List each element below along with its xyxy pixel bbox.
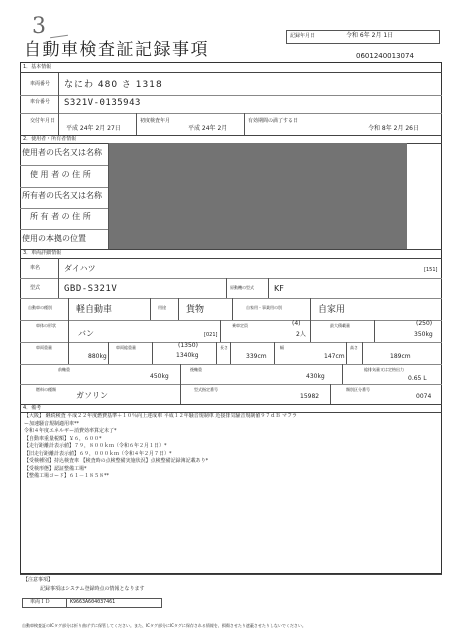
notes-text: 記録事項はシステム登録時点の情報となります [40,586,145,592]
notes-header: 【注意事項】 [23,577,54,583]
document-title: 自動車検査証記録事項 [24,40,209,60]
issue-date-value: 平成 24年 2月 27日 [66,125,121,132]
main-frame [20,62,442,574]
displacement-value: 0.65 L [408,375,427,382]
redacted-personal-info [109,143,407,249]
maker-code: [151] [424,267,438,273]
footer-note: 自動車検査証のICタグ部分は折り曲げずに保管してください。また、ICタグ部分にICタグに保存される情報を、損傷させたり遮蔽させたりしないでください。 [22,623,306,628]
remark-line: ー加速騒音規制適用車** [24,420,80,427]
issue-date-label: 交付年月日 [30,118,56,124]
gross-weight-label: 車両総重量 [116,345,136,350]
displacement-label: 総排気量又は定格出力 [364,367,404,372]
remark-line: 【受検種別】持込検査車 【検査時の点検整備実施状況】点検整備記録簿記載あり* [24,458,209,464]
handwritten-underline-mark [50,35,68,38]
body-shape-label: 車体の形状 [36,323,56,328]
model-value: GBD-S321V [64,284,118,294]
remark-line: 【走行距離計表示値】７９，８００ｋｍ（令和６年２月１日）* [24,443,167,449]
rear-axle-value: 430kg [306,373,325,380]
owner-row-base-location: 使用の本拠の位置 [22,234,86,243]
engine-model-label: 原動機の型式 [230,285,254,290]
owner-row-user-name: 使用者の氏名又は名称 [22,148,102,157]
private-business-label: 自家用・事業用の別 [246,305,282,310]
capacity-value: 2人 [296,331,306,338]
capacity-label: 乗車定員 [232,323,248,328]
record-date-value: 令和 6年 2月 1日 [346,32,394,39]
owner-row-owner-address: 所 有 者 の 住 所 [30,212,91,221]
fuel-type-label: 燃料の種類 [36,387,56,392]
front-axle-label: 前軸重 [58,367,70,372]
remark-line: 【整備工場コード】６１－１８５８** [24,473,110,479]
first-registration-label: 初度検査年月 [140,118,171,124]
rear-axle-label: 後軸重 [190,367,202,372]
remark-line: 【旧走行距離計表示値】６９，０００ｋｍ（令和４年２月７日）* [24,450,172,457]
gross-weight-value: 1340kg [176,352,199,359]
reg-number-value: なにわ 480 さ 1318 [64,80,163,90]
car-id-value: K9663A604037461 [70,599,116,605]
vehicle-type-value: 軽自動車 [76,305,113,315]
remark-line: 【受検形態】認証整備工場* [24,465,87,472]
remark-line: 【大阪】 継続検査 平成２２年度燃費基準＋１０％向上達成車 平成１２年騒音規制車 近接排気騒音規制値９７ｄＢ マフラ [24,413,297,419]
chassis-number-value: S321V-0135943 [64,98,141,108]
record-date-label: 記録年月日 [290,33,316,39]
car-id-label: 車両ＩＤ [30,599,51,605]
expiry-date-value: 令和 8年 2月 26日 [368,125,419,132]
front-axle-value: 450kg [150,373,169,380]
height-label: 高さ [350,345,358,350]
handwritten-page-number: 3 [32,14,46,39]
section-owner-header: 2．使用者・所有者情報 [23,136,77,142]
class-number-label: 類別区分番号 [346,387,370,392]
remark-line: 【自動車重量税額】￥６，６００* [24,435,102,442]
body-shape-code: [021] [204,332,218,338]
owner-row-user-address: 使 用 者 の 住 所 [30,170,91,179]
owner-row-owner-name: 所有者の氏名又は名称 [22,191,102,200]
model-label: 型式 [30,285,41,291]
section-remarks-header: 4．備考 [23,405,42,411]
remark-line: 令和４年度エネルギー消費効率算定未了* [24,428,117,434]
max-load-value: 350kg [414,331,433,338]
section-basic-header: 1．基本情報 [23,64,52,70]
width-value: 147cm [324,353,345,360]
document-number: 0601240013074 [356,52,414,60]
expiry-date-label: 有効期間の満了する日 [248,118,299,124]
max-load-paren: (250) [416,320,433,327]
class-number-value: 0074 [416,393,432,400]
max-load-label: 最大積載量 [330,323,350,328]
engine-model-value: KF [274,284,284,293]
use-value: 貨物 [186,305,205,315]
vehicle-weight-value: 880kg [88,353,107,360]
body-shape-value: バン [78,329,94,338]
section-vehicle-header: 3．車両詳細情報 [23,250,62,256]
maker-value: ダイハツ [64,264,96,273]
length-value: 339cm [246,353,267,360]
use-label: 用途 [158,305,166,310]
maker-label: 車名 [30,265,41,271]
vehicle-type-label: 自動車の種別 [28,305,52,310]
width-label: 幅 [280,345,284,350]
length-label: 長さ [220,345,228,350]
capacity-paren: (4) [292,320,301,327]
private-business-value: 自家用 [318,305,346,315]
gross-weight-paren: (1350) [178,342,198,349]
model-designation-label: 型式指定番号 [194,387,218,392]
fuel-type-value: ガソリン [76,391,108,400]
vehicle-weight-label: 車両重量 [36,345,52,350]
chassis-number-label: 車台番号 [30,99,51,105]
first-registration-value: 平成 24年 2月 [188,125,228,132]
model-designation-value: 15982 [300,393,320,400]
reg-number-label: 車両番号 [30,81,51,87]
height-value: 189cm [390,353,411,360]
remarks-block [24,414,436,482]
